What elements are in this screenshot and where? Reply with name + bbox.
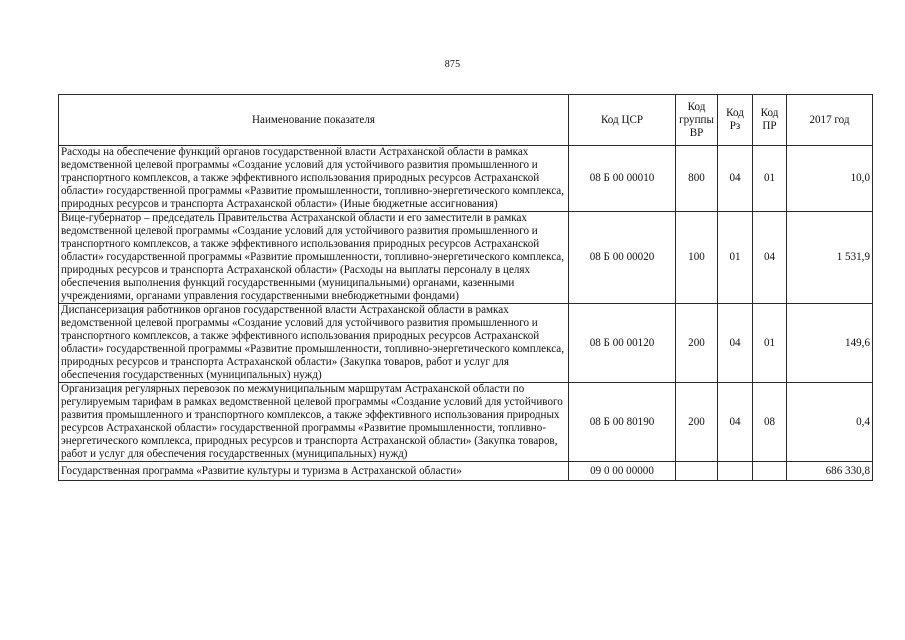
row-amount: 0,4 <box>787 383 873 462</box>
row-csr-code: 09 0 00 00000 <box>569 462 676 481</box>
row-amount: 1 531,9 <box>787 212 873 304</box>
row-pr-code: 04 <box>753 212 787 304</box>
row-csr-code: 08 Б 00 00120 <box>569 304 676 383</box>
header-vr-code: Код группы ВР <box>676 95 718 146</box>
row-pr-code: 01 <box>753 146 787 212</box>
row-csr-code: 08 Б 00 00020 <box>569 212 676 304</box>
header-name: Наименование показателя <box>59 95 569 146</box>
row-vr-code: 800 <box>676 146 718 212</box>
table-header-row <box>59 95 873 146</box>
table-row <box>59 383 873 462</box>
header-pr-code: Код ПР <box>753 95 787 146</box>
row-csr-code: 08 Б 00 00010 <box>569 146 676 212</box>
row-name: Расходы на обеспечение функций органов государственной власти Астраханской области в рамках ведомственной целевой программы «Создание условий для устойчивого развития промышленного и транспортного комплексов, а также эффективного использования природных ресурсов Астраханской области» государственной программы «Развитие промышленности, топливно-энергетического комплекса, природных ресурсов и транспорта Астраханской области» (Иные бюджетные ассигнования) <box>59 146 569 212</box>
table-row <box>59 304 873 383</box>
row-pr-code <box>753 462 787 481</box>
row-rz-code: 04 <box>718 383 753 462</box>
row-rz-code: 04 <box>718 304 753 383</box>
table-row <box>59 146 873 212</box>
row-vr-code <box>676 462 718 481</box>
row-pr-code: 01 <box>753 304 787 383</box>
page-number: 875 <box>444 59 461 70</box>
row-name: Вице-губернатор – председатель Правительства Астраханской области и его заместители в рамках ведомственной целевой программы «Создание условий для устойчивого развития промышленного и транспортного комплексов, а также эффективного использования природных ресурсов Астраханской области» государственной программы «Развитие промышленности, топливно-энергетического комплекса, природных ресурсов и транспорта Астраханской области» (Расходы на выплаты персоналу в целях обеспечения выполнения функций государственными (муниципальными) органами, казенными учреждениями, органами управления государственными внебюджетными фондами) <box>59 212 569 304</box>
row-vr-code: 200 <box>676 383 718 462</box>
row-name: Государственная программа «Развитие культуры и туризма в Астраханской области» <box>59 462 569 481</box>
row-pr-code: 08 <box>753 383 787 462</box>
row-amount: 686 330,8 <box>787 462 873 481</box>
table-row <box>59 462 873 481</box>
row-name: Организация регулярных перевозок по межмуниципальным маршрутам Астраханской области по регулируемым тарифам в рамках ведомственной целевой программы «Создание условий для устойчивого развития промышленного и транспортного комплексов, а также эффективного использования природных ресурсов Астраханской области» государственной программы «Развитие промышленности, топливно-энергетического комплекса, природных ресурсов и транспорта Астраханской области» (Закупка товаров, работ и услуг для обеспечения государственных (муниципальных) нужд) <box>59 383 569 462</box>
row-rz-code: 01 <box>718 212 753 304</box>
header-rz-code: Код Рз <box>718 95 753 146</box>
row-rz-code: 04 <box>718 146 753 212</box>
row-csr-code: 08 Б 00 80190 <box>569 383 676 462</box>
header-csr-code: Код ЦСР <box>569 95 676 146</box>
row-rz-code <box>718 462 753 481</box>
row-vr-code: 200 <box>676 304 718 383</box>
row-vr-code: 100 <box>676 212 718 304</box>
row-amount: 10,0 <box>787 146 873 212</box>
table-row <box>59 212 873 304</box>
row-name: Диспансеризация работников органов государственной власти Астраханской области в рамках ведомственной целевой программы «Создание условий для устойчивого развития промышленного и транспортного комплексов, а также эффективного использования природных ресурсов Астраханской области» государственной программы «Развитие промышленности, топливно-энергетического комплекса, природных ресурсов и транспорта Астраханской области» (Закупка товаров, работ и услуг для обеспечения государственных (муниципальных) нужд) <box>59 304 569 383</box>
budget-table <box>58 94 873 481</box>
header-year: 2017 год <box>787 95 873 146</box>
row-amount: 149,6 <box>787 304 873 383</box>
